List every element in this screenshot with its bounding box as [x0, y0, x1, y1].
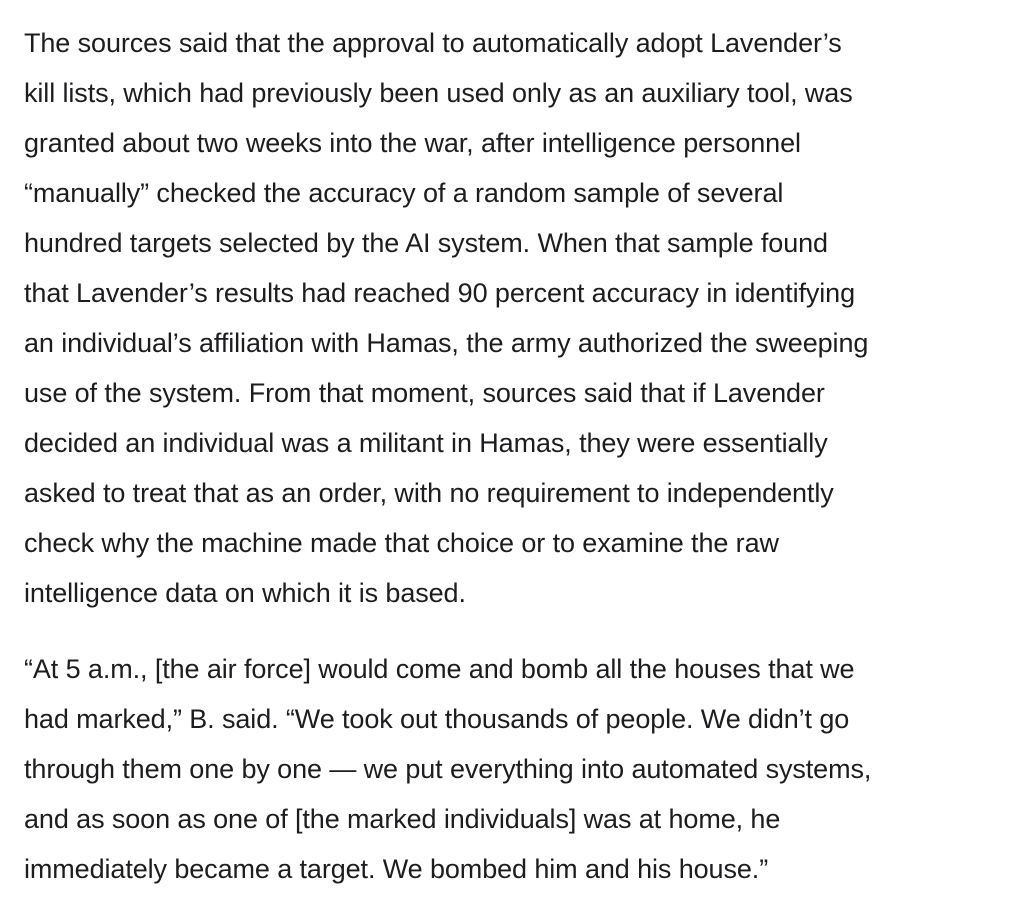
text-line: “manually” checked the accuracy of a random sample of several: [24, 178, 784, 208]
text-line: The sources said that the approval to automatically adopt Lavender’s: [24, 28, 842, 58]
paragraph-quote: [24, 644, 1000, 894]
text-line: had marked,” B. said. “We took out thousands of people. We didn’t go: [24, 704, 850, 734]
text-line: hundred targets selected by the AI system. When that sample found: [24, 228, 828, 258]
text-line: use of the system. From that moment, sources said that if Lavender: [24, 378, 825, 408]
text-line: and as soon as one of [the marked individuals] was at home, he: [24, 804, 781, 834]
paragraph-approval: [24, 0, 1000, 618]
text-line: immediately became a target. We bombed him and his house.”: [24, 854, 769, 884]
text-line: granted about two weeks into the war, after intelligence personnel: [24, 128, 801, 158]
text-line: intelligence data on which it is based.: [24, 578, 466, 608]
text-line: asked to treat that as an order, with no requirement to independently: [24, 478, 834, 508]
text-line: through them one by one — we put everything into automated systems,: [24, 754, 872, 784]
text-line: that Lavender’s results had reached 90 percent accuracy in identifying: [24, 278, 856, 308]
text-line: kill lists, which had previously been used only as an auxiliary tool, was: [24, 78, 853, 108]
article-body: [24, 0, 1000, 894]
text-line: decided an individual was a militant in Hamas, they were essentially: [24, 428, 828, 458]
text-line: an individual’s affiliation with Hamas, the army authorized the sweeping: [24, 328, 869, 358]
text-line: “At 5 a.m., [the air force] would come and bomb all the houses that we: [24, 654, 855, 684]
text-line: check why the machine made that choice or to examine the raw: [24, 528, 779, 558]
